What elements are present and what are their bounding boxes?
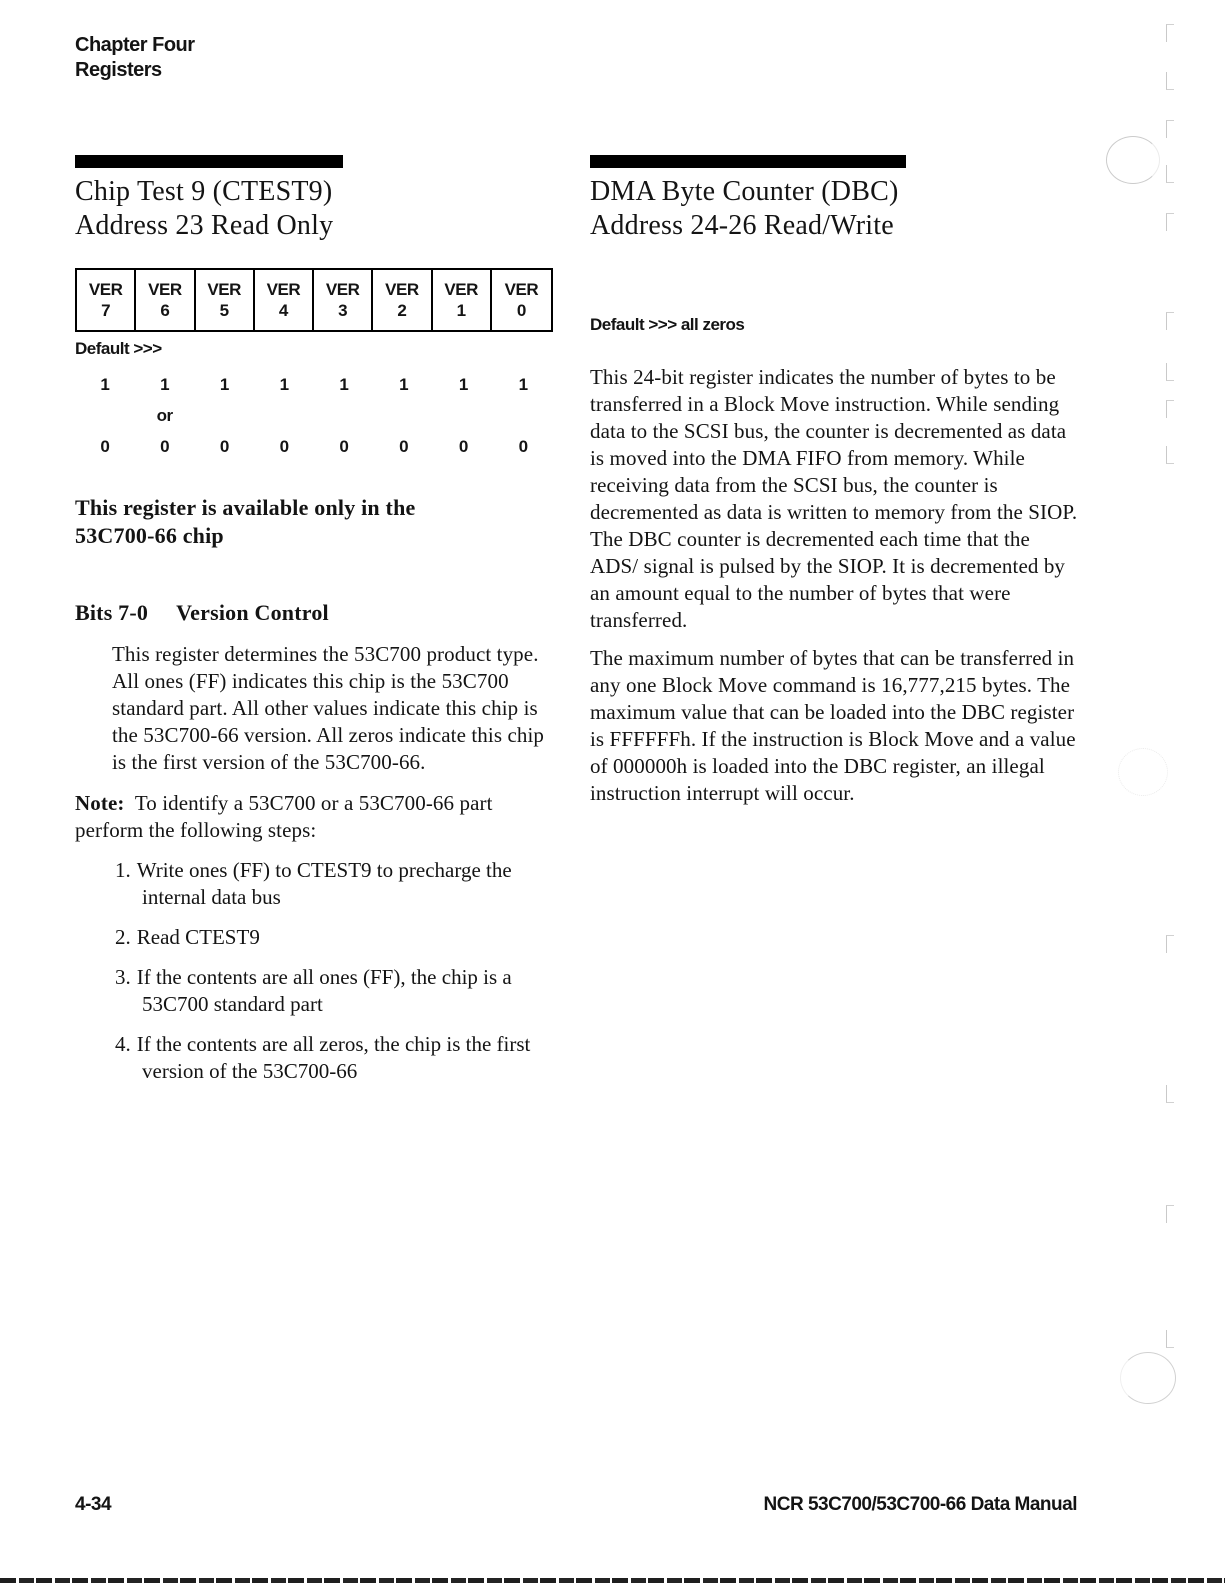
bit-default-one: 1 — [518, 375, 528, 394]
scan-artifact-edge-mark — [1166, 72, 1174, 90]
step-text: If the contents are all ones (FF), the chip is a 53C700 standard part — [136, 965, 512, 1016]
manual-title: NCR 53C700/53C700-66 Data Manual — [763, 1494, 1077, 1515]
scan-artifact-edge-mark — [1166, 24, 1174, 42]
step-item-4 — [75, 1031, 553, 1085]
bit-cell-number: 7 — [101, 301, 111, 320]
step-item-1 — [75, 857, 553, 911]
section-title-line1: Chip Test 9 (CTEST9) — [75, 176, 333, 207]
section-title-line2: Address 24-26 Read/Write — [590, 210, 894, 241]
scan-artifact-edge-mark — [1166, 312, 1174, 330]
page-number: 4-34 — [75, 1494, 112, 1515]
bit-cell-label: VER — [504, 280, 539, 299]
bit-cell-number: 6 — [160, 301, 170, 320]
step-number: 1. — [115, 858, 131, 882]
bit-cell-number: 3 — [338, 301, 348, 320]
section-title-ctest9 — [75, 175, 553, 243]
bit-cell-number: 1 — [456, 301, 466, 320]
step-item-3 — [75, 964, 553, 1018]
bit-cell-number: 0 — [516, 301, 526, 320]
bit-cell-label: VER — [88, 280, 123, 299]
register-bit-cell — [136, 270, 195, 330]
dbc-paragraph-1: This 24-bit register indicates the number of bytes to be transferred in a Block Move instruction. While sending data to the SCSI bus, the counter is decremented as data is moved into the DMA FIFO from memory. While receiving data from the SCSI bus, the counter is decremented as data is written to memory from the SIOP. The DBC counter is decremented each time that the ADS/ signal is pulsed by the SIOP. It is decremented by an amount equal to the number of bytes that were transferred. — [590, 365, 1078, 632]
chapter-title: Chapter Four — [75, 34, 195, 56]
section-divider-bar — [75, 155, 343, 168]
bits-range-label: Bits 7-0 — [75, 600, 149, 625]
bit-default-zero: 0 — [279, 437, 289, 456]
register-bit-cell — [492, 270, 551, 330]
default-values-label: Default >>> — [75, 339, 162, 358]
default-row-or — [75, 406, 553, 426]
bit-cell-label: VER — [148, 280, 182, 299]
step-text: Read CTEST9 — [136, 925, 260, 949]
bit-cell-label: VER — [266, 280, 301, 299]
scan-artifact-edge-mark — [1166, 363, 1174, 381]
note-paragraph — [75, 790, 553, 844]
bits-heading — [75, 600, 553, 626]
bit-default-zero: 0 — [219, 437, 229, 456]
step-number: 3. — [115, 965, 131, 989]
register-bit-cell — [255, 270, 314, 330]
bit-cell-number: 2 — [397, 301, 407, 320]
section-title-line2: Address 23 Read Only — [75, 210, 334, 241]
bit-default-one: 1 — [458, 375, 468, 394]
section-divider-bar — [590, 155, 906, 168]
scan-artifact-edge-mark — [1166, 213, 1174, 231]
scan-artifact-bottom-edge — [0, 1578, 1225, 1583]
scan-artifact-edge-mark — [1166, 120, 1174, 138]
section-title-dbc — [590, 175, 1082, 243]
availability-note: This register is available only in the 53C700-66 chip — [75, 495, 416, 548]
register-bit-cell — [77, 270, 136, 330]
note-text: To identify a 53C700 or a 53C700-66 part perform the following steps: — [75, 791, 493, 842]
scan-artifact-edge-mark — [1166, 165, 1174, 183]
scan-artifact-edge-mark — [1166, 935, 1174, 953]
bit-default-one: 1 — [399, 375, 409, 394]
bit-default-one: 1 — [279, 375, 289, 394]
register-bit-table — [75, 268, 553, 332]
bit-cell-label: VER — [325, 280, 360, 299]
bit-default-one: 1 — [339, 375, 349, 394]
bit-default-zero: 0 — [160, 437, 170, 456]
version-control-paragraph: This register determines the 53C700 product type. All ones (FF) indicates this chip is the 53C700 standard part. All other values indicate this chip is the 53C700-66 version. All zeros indicate this chip is the first version of the 53C700-66. — [112, 642, 545, 774]
register-bit-cell — [373, 270, 432, 330]
scan-artifact-edge-mark — [1166, 1085, 1174, 1103]
bit-default-zero: 0 — [518, 437, 528, 456]
scan-artifact-edge-mark — [1166, 1205, 1174, 1223]
bit-default-one: 1 — [160, 375, 170, 394]
bit-default-one: 1 — [100, 375, 110, 394]
register-bit-cell — [314, 270, 373, 330]
or-label: or — [156, 406, 173, 425]
bit-default-zero: 0 — [100, 437, 110, 456]
default-values-label: Default >>> all zeros — [590, 315, 745, 334]
bit-default-zero: 0 — [339, 437, 349, 456]
step-text: If the contents are all zeros, the chip is the first version of the 53C700-66 — [136, 1032, 531, 1083]
note-label: Note: — [75, 791, 125, 815]
dbc-paragraph-2: The maximum number of bytes that can be transferred in any one Block Move command is 16,777,215 bytes. The maximum value that can be loaded into the DBC register is FFFFFFh. If the instruction is Block Move and a value of 000000h is loaded into the DBC register, an illegal instruction interrupt will occur. — [590, 646, 1076, 805]
default-row-zeros — [75, 437, 553, 457]
bits-name-label: Version Control — [176, 600, 329, 625]
register-bit-cell — [196, 270, 255, 330]
bit-default-zero: 0 — [458, 437, 468, 456]
step-text: Write ones (FF) to CTEST9 to precharge the internal data bus — [136, 858, 512, 909]
scan-artifact-punch-hole — [1106, 136, 1160, 184]
chapter-header — [75, 33, 195, 83]
scan-artifact-edge-mark — [1166, 400, 1174, 418]
scan-artifact-edge-mark — [1166, 446, 1174, 464]
bit-cell-label: VER — [385, 280, 419, 299]
scan-artifact-edge-mark — [1166, 1330, 1174, 1348]
bit-cell-number: 5 — [219, 301, 229, 320]
register-bit-cell — [433, 270, 492, 330]
default-row-ones — [75, 375, 553, 395]
section-dbc — [590, 155, 1082, 807]
scan-artifact-punch-hole — [1118, 748, 1168, 796]
step-number: 4. — [115, 1032, 131, 1056]
bit-cell-label: VER — [444, 280, 478, 299]
step-number: 2. — [115, 925, 131, 949]
chapter-subtitle: Registers — [75, 59, 162, 81]
step-item-2 — [75, 924, 553, 951]
section-title-line1: DMA Byte Counter (DBC) — [590, 176, 899, 207]
bit-default-one: 1 — [219, 375, 229, 394]
scan-artifact-punch-hole — [1120, 1352, 1176, 1404]
bit-cell-number: 4 — [278, 301, 288, 320]
bit-default-zero: 0 — [399, 437, 409, 456]
section-ctest9 — [75, 155, 553, 1085]
bit-cell-label: VER — [207, 280, 241, 299]
